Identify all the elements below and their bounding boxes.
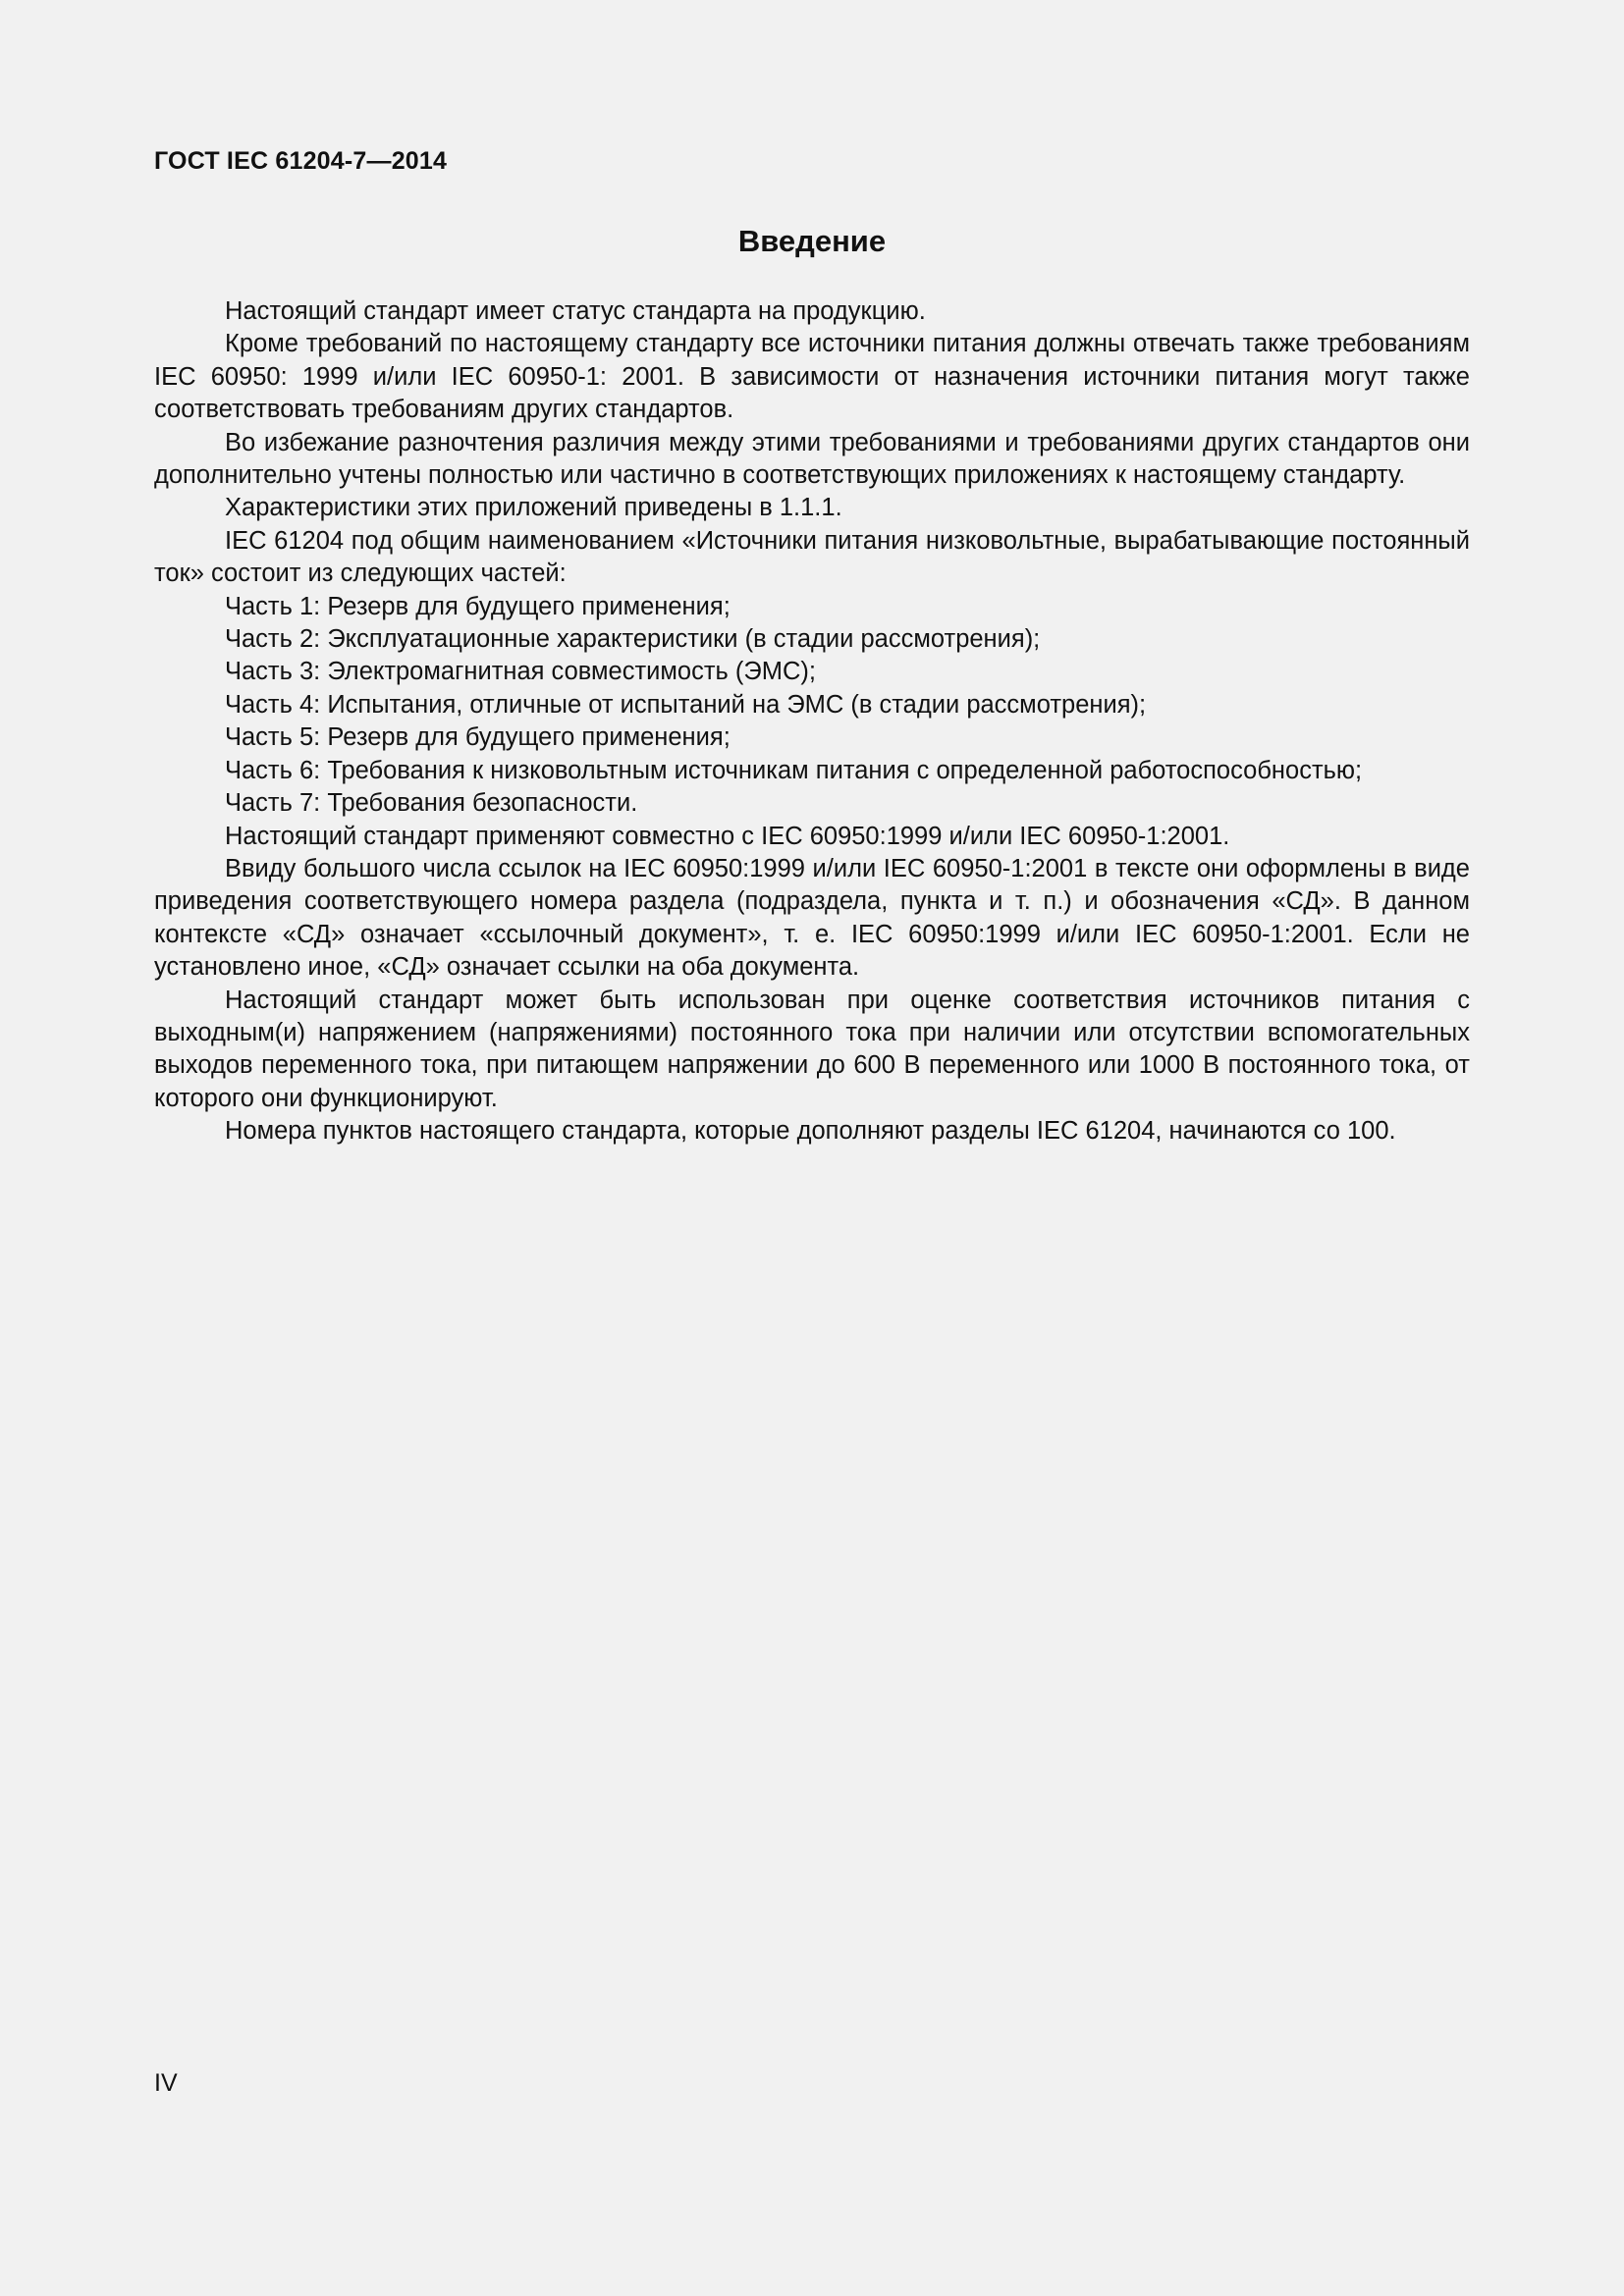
body-text: [154, 295, 1470, 1148]
list-item-part: Часть 5: Резерв для будущего применения;: [225, 723, 731, 752]
paragraph: Характеристики этих приложений приведены в 1.1.1.: [225, 494, 842, 522]
paragraph: Настоящий стандарт применяют совместно с IEC 60950:1999 и/или IEC 60950-1:2001.: [225, 822, 1230, 850]
paragraph: Во избежание разночтения различия между этими требованиями и требованиями других стандартов они дополнительно учтены полностью или частично в соответствующих приложениях к настоящему стандарту.: [154, 428, 1470, 490]
paragraph: Кроме требований по настоящему стандарту все источники питания должны отвечать также требованиям IEC 60950: 1999 и/или IEC 60950-1: 2001. В зависимости от назначения источники питания могут также соответствовать требованиям других стандартов.: [154, 330, 1470, 424]
list-item-part: Часть 1: Резерв для будущего применения;: [225, 592, 731, 620]
page-number: IV: [154, 2069, 178, 2097]
paragraph: IEC 61204 под общим наименованием «Источники питания низковольтные, вырабатывающие постоянный ток» состоит из следующих частей:: [154, 526, 1470, 588]
paragraph: Номера пунктов настоящего стандарта, которые дополняют разделы IEC 61204, начинаются со 100.: [225, 1117, 1396, 1146]
list-item-part: Часть 6: Требования к низковольтным источникам питания с определенной работоспособностью;: [225, 756, 1363, 784]
list-item-part: Часть 7: Требования безопасности.: [225, 789, 638, 818]
list-item-part: Часть 2: Эксплуатационные характеристики (в стадии рассмотрения);: [225, 625, 1041, 654]
list-item-part: Часть 3: Электромагнитная совместимость (ЭМС);: [225, 658, 816, 686]
list-item-part: Часть 4: Испытания, отличные от испытаний на ЭМС (в стадии рассмотрения);: [225, 690, 1147, 719]
paragraph: Настоящий стандарт может быть использован при оценке соответствия источников питания с выходным(и) напряжением (напряжениями) постоянного тока при наличии или отсутствии вспомогательных выходов переменного тока, при питающем напряжении до 600 В переменного или 1000 В постоянного тока, от которого они функционируют.: [154, 986, 1470, 1112]
section-title: Введение: [737, 224, 887, 258]
paragraph: Ввиду большого числа ссылок на IEC 60950:1999 и/или IEC 60950-1:2001 в тексте они оформлены в виде приведения соответствующего номера раздела (подраздела, пункта и т. п.) и обозначения «СД». В данном контексте «СД» означает «ссылочный документ», т. е. IEC 60950:1999 и/или IEC 60950-1:2001. Если не установлено иное, «СД» означает ссылки на оба документа.: [154, 854, 1470, 982]
document-header: ГОСТ IEC 61204-7—2014: [154, 147, 448, 175]
paragraph: Настоящий стандарт имеет статус стандарта на продукцию.: [225, 297, 926, 325]
